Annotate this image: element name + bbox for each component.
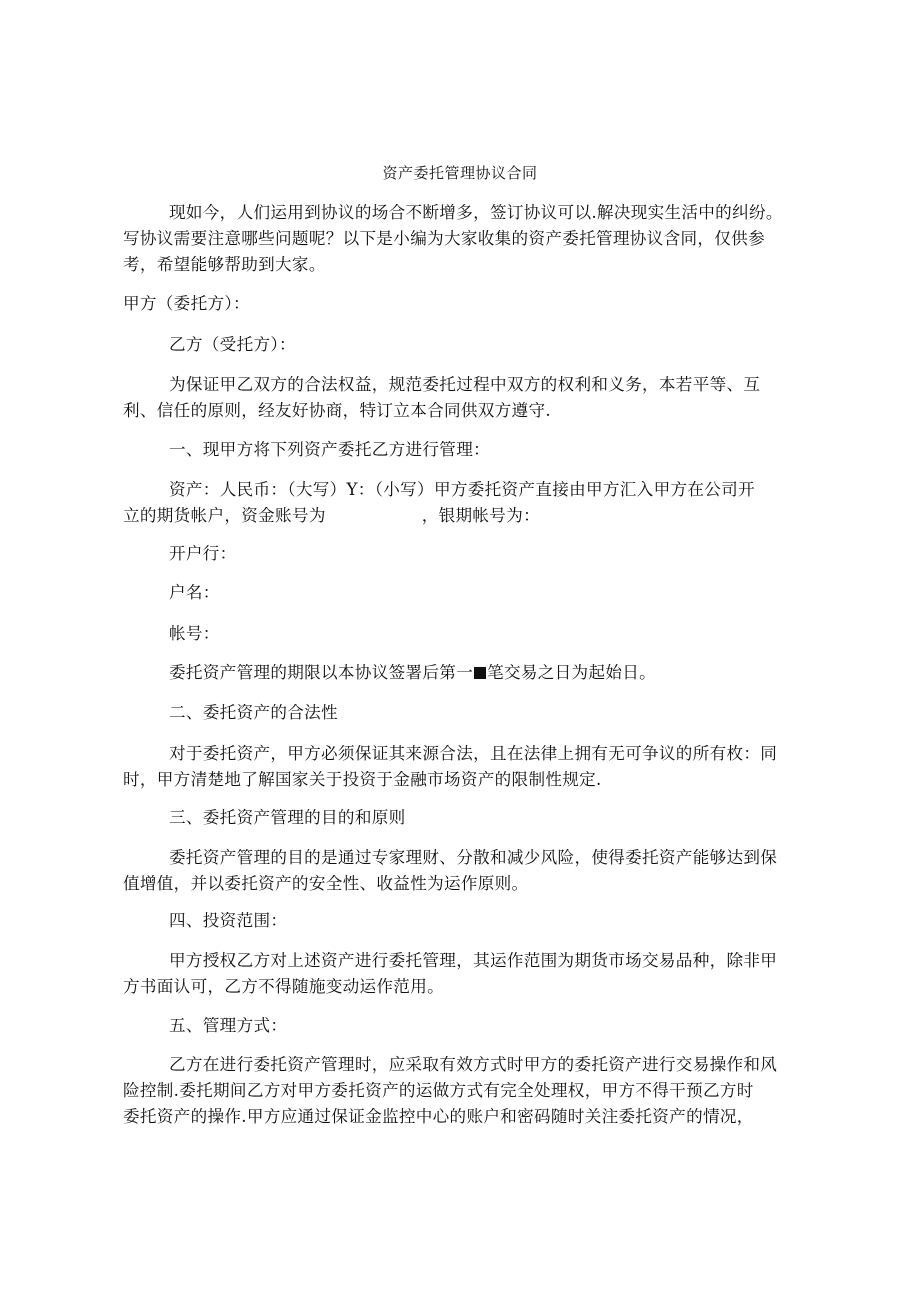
section-heading: 一、现甲方将下列资产委托乙方进行管理： — [169, 440, 490, 459]
method-paragraph — [123, 1052, 785, 1130]
assets-line — [123, 503, 785, 529]
term-text — [123, 660, 785, 686]
section-heading: 五、管理方式： — [169, 1016, 288, 1035]
party-a-label: 甲方（委托方）： — [123, 294, 250, 313]
bank-line — [123, 541, 785, 567]
account-no-label: 帐号： — [169, 624, 220, 643]
party-b-label: 乙方（受托方）： — [169, 335, 296, 354]
section-5-heading — [123, 1013, 785, 1039]
legality-paragraph — [123, 741, 785, 793]
intro-line: 考，希望能够帮助到大家。 — [123, 255, 326, 274]
intro-paragraph — [123, 200, 785, 278]
scope-paragraph — [123, 948, 785, 1000]
section-3-heading — [123, 805, 785, 831]
section-heading: 三、委托资产管理的目的和原则 — [169, 808, 406, 827]
goals-line: 值增值，并以委托资产的安全性、收益性为运作原则。 — [123, 874, 529, 893]
purpose-paragraph — [123, 372, 785, 424]
legality-line: 对于委托资产，甲方必须保证其来源合法，且在法律上拥有无可争议的所有枚：同 — [169, 744, 778, 763]
method-line: 乙方在进行委托资产管理时，应采取有效方式时甲方的委托资产进行交易操作和风 — [169, 1055, 778, 1074]
assets-paragraph — [123, 477, 785, 529]
method-line: 险控制.委托期间乙方对甲方委托资产的运做方式有完全处理权，甲方不得干预乙方时 — [123, 1081, 754, 1100]
fund-account-label: 立的期货帐户，资金账号为 — [123, 506, 326, 525]
term-text-a: 委托资产管理的期限以本协议签署后第一 — [169, 663, 474, 682]
section-heading: 四、投资范围： — [169, 911, 288, 930]
section-2-heading — [123, 700, 785, 726]
purpose-line: 利、信任的原则，经友好协商，特订立本合同供双方遵守. — [123, 401, 551, 420]
purpose-line: 为保证甲乙双方的合法权益，规范委托过程中双方的权利和义务，本若平等、互 — [169, 375, 761, 394]
account-name-label: 户名： — [169, 583, 220, 602]
scope-line: 甲方授权乙方对上述资产进行委托管理，其运作范围为期货市场交易品种，除非甲 — [169, 951, 778, 970]
goals-line: 委托资产管理的目的是通过专家理财、分散和减少风险，使得委托资产能够达到保 — [169, 848, 778, 867]
term-text-b: 笔交易之日为起始日。 — [487, 663, 657, 682]
black-square-icon — [474, 667, 486, 679]
party-b-line — [123, 332, 785, 358]
section-4-heading — [123, 908, 785, 934]
intro-line: 写协议需要注意哪些问题呢？以下是小编为大家收集的资产委托管理协议含同，仅供参 — [123, 229, 765, 248]
assets-line: 资产：人民币：（大写）Y：（小写）甲方委托资产直接由甲方汇入甲方在公司开 — [169, 480, 755, 499]
method-line: 委托资产的操作.甲方应通过保证金监控中心的账户和密码随时关注委托资产的情况， — [123, 1107, 754, 1126]
account-name-line — [123, 580, 785, 606]
document-title: 资产委托管理协议合同 — [382, 164, 538, 182]
intro-line: 现如今，人们运用到协议的场合不断增多，签订协议可以.解决现实生活中的纠纷。 — [169, 203, 783, 222]
section-heading: 二、委托资产的合法性 — [169, 703, 338, 722]
bank-label: 开户行： — [169, 544, 237, 563]
goals-paragraph — [123, 845, 785, 897]
legality-line: 时，甲方清楚地了解国家关于投资于金融市场资产的限制性规定. — [123, 770, 602, 789]
party-a-line — [123, 291, 785, 317]
scope-line: 方书面认可，乙方不得随施变动运作范用。 — [123, 977, 444, 996]
section-1-heading — [123, 437, 785, 463]
account-no-line — [123, 621, 785, 647]
term-line — [123, 660, 785, 686]
bank-futures-account-label: ，银期帐号为： — [421, 506, 540, 525]
